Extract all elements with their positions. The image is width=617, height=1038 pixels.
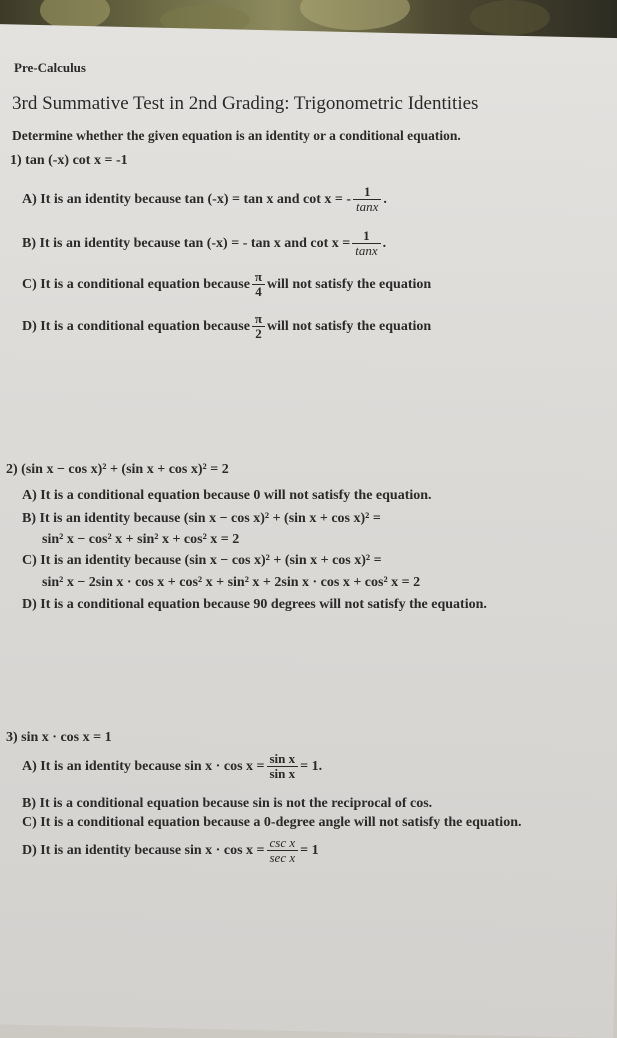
fraction: $\frac{\pi}{4}$ [252,270,265,300]
question-1: 1) tan (-x) cot x = -1 [10,153,128,168]
q3-option-b: B) It is a conditional equation because sin is not the reciprocal of cos. [22,796,433,811]
q2-option-c-line1: C) It is an identity because (sin x − cos x)² + (sin x + cos x)² = [22,553,382,568]
subject-label: Pre-Calculus [14,60,86,75]
q3-option-d: D) It is an identity because sin x · cos x = $\frac{\text{csc x}}{\text{sec x}}$ = 1 [22,835,319,866]
fraction: $\frac{\text{sin x}}{\text{sin x}}$ [267,752,299,782]
fraction: $\frac{1}{\tan x}$ [353,185,381,215]
q2-option-d: D) It is a conditional equation because 90 degrees will not satisfy the equation. [22,597,487,612]
instruction-text: Determine whether the given equation is an identity or a conditional equation. [12,128,461,143]
fraction: $\frac{\pi}{2}$ [252,312,265,342]
fraction: $\frac{1}{\tan x}$ [352,229,380,259]
q1-option-d: D) It is a conditional equation because $\frac{\pi}{2}$ will not satisfy the equation [22,311,432,342]
q1-option-b: B) It is an identity because tan (-x) = - tan x and cot x = $\frac{1}{\tan x}$ . [22,228,387,259]
fraction: $\frac{\text{csc x}}{\text{sec x}}$ [267,836,299,866]
q2-option-c-line2: sin² x − 2sin x · cos x + cos² x + sin² x + 2sin x · cos x + cos² x = 2 [42,575,421,590]
q1-option-c: C) It is a conditional equation because $\frac{\pi}{4}$ will not satisfy the equation [22,269,432,300]
test-title: 3rd Summative Test in 2nd Grading: Trigonometric Identities [12,93,479,114]
q2-option-b-line1: B) It is an identity because (sin x − cos x)² + (sin x + cos x)² = [22,511,381,526]
question-3: 3) sin x · cos x = 1 [6,730,112,745]
question-2: 2) (sin x − cos x)² + (sin x + cos x)² = 2 [6,462,229,477]
q3-option-a: A) It is an identity because sin x · cos x = $\frac{\text{sin x}}{\text{sin x}}$ = 1. [22,751,323,782]
q1-option-a: A) It is an identity because tan (-x) = tan x and cot x = - $\frac{1}{\tan x}$ . [22,184,387,215]
q2-option-b-line2: sin² x − cos² x + sin² x + cos² x = 2 [42,532,240,547]
q3-option-c: C) It is a conditional equation because a 0-degree angle will not satisfy the equation. [22,815,522,830]
q2-option-a: A) It is a conditional equation because 0 will not satisfy the equation. [22,488,432,503]
